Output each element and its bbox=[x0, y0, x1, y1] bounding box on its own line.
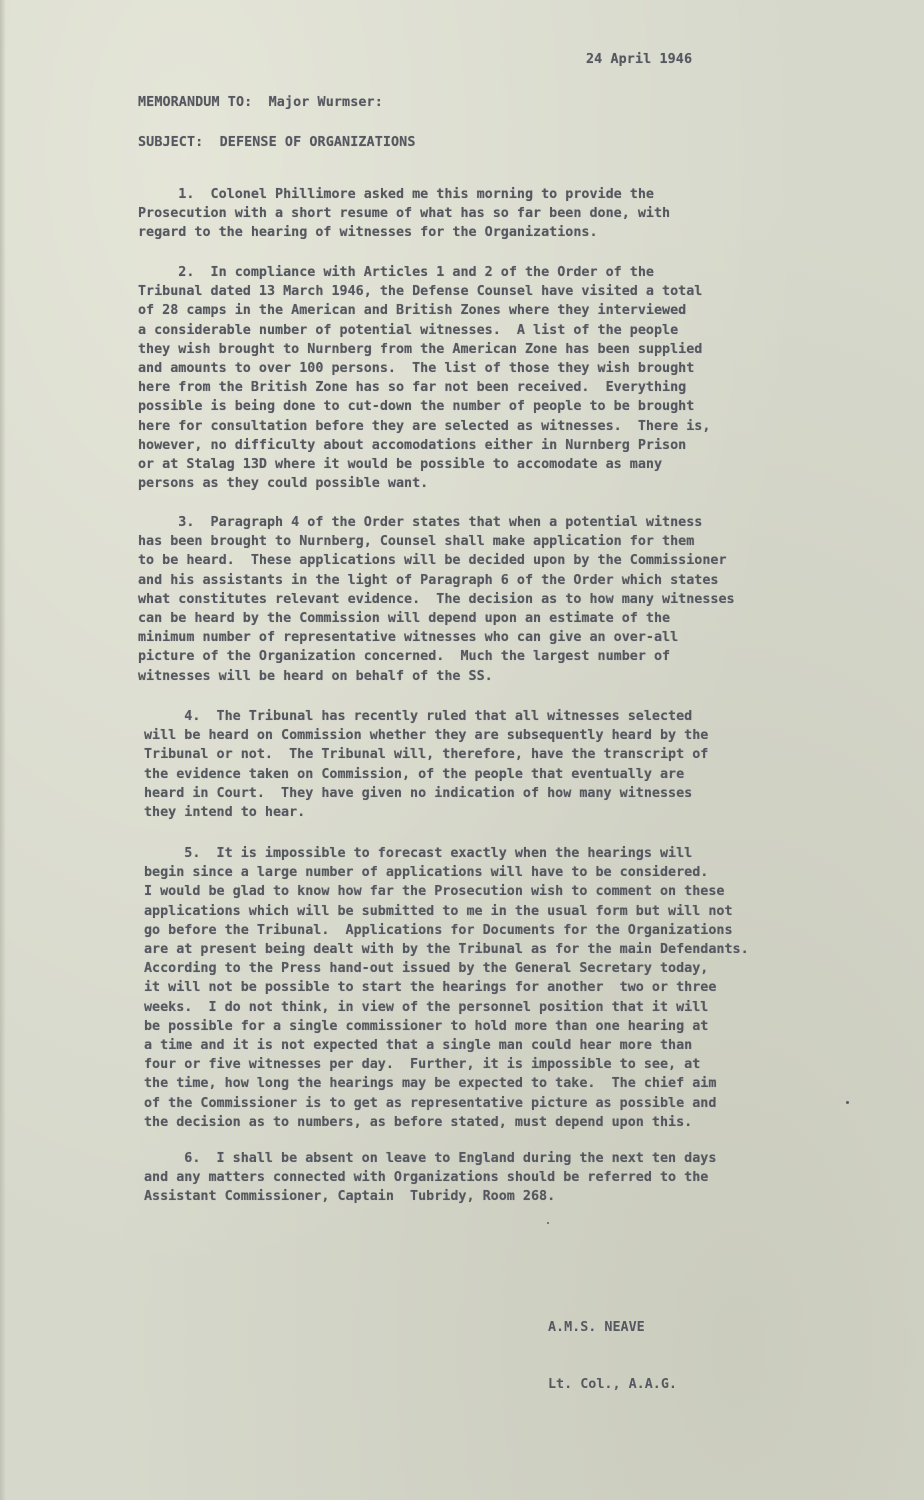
paragraph-line: can be heard by the Commission will depend upon an estimate of the bbox=[138, 611, 671, 627]
paragraph-2 bbox=[138, 263, 710, 493]
paragraph-1 bbox=[138, 185, 670, 243]
paragraph-line: a considerable number of potential witnesses. A list of the people bbox=[138, 322, 679, 338]
paragraph-line: will be heard on Commission whether they are subsequently heard by the bbox=[144, 728, 709, 744]
stray-ink-dot bbox=[846, 1101, 849, 1104]
paragraph-4 bbox=[144, 707, 708, 822]
paragraph-line: and any matters connected with Organizations should be referred to the bbox=[144, 1170, 709, 1186]
paragraph-line: persons as they could possible want. bbox=[138, 476, 429, 492]
paragraph-line: regard to the hearing of witnesses for the Organizations. bbox=[138, 225, 598, 241]
paragraph-line: of 28 camps in the American and British Zones where they interviewed bbox=[138, 303, 687, 319]
paragraph-line: here for consultation before they are selected as witnesses. There is, bbox=[138, 418, 711, 434]
paragraph-line: the time, how long the hearings may be expected to take. The chief aim bbox=[144, 1076, 717, 1092]
paragraph-line: According to the Press hand-out issued by the General Secretary today, bbox=[144, 961, 709, 977]
paragraph-line: has been brought to Nurnberg, Counsel shall make application for them bbox=[138, 534, 695, 550]
paragraph-line: applications which will be submitted to me in the usual form but will not bbox=[144, 903, 733, 919]
paragraph-line: are at present being dealt with by the Tribunal as for the main Defendants. bbox=[144, 942, 749, 958]
paragraph-line: however, no difficulty about accomodations either in Nurnberg Prison bbox=[138, 437, 687, 453]
paragraph-line: 6. I shall be absent on leave to England during the next ten days bbox=[144, 1151, 717, 1166]
paragraph-line: begin since a large number of applications will have to be considered. bbox=[144, 865, 709, 881]
signature-block bbox=[548, 1280, 677, 1432]
stray-ink-dot bbox=[547, 1222, 549, 1224]
memo-recipient: MEMORANDUM TO: Major Wurmser: bbox=[138, 95, 383, 110]
paragraph-line: Assistant Commissioner, Captain Tubridy, Room 268. bbox=[144, 1189, 556, 1205]
paragraph-line: 3. Paragraph 4 of the Order states that when a potential witness bbox=[138, 515, 703, 530]
paragraph-line: Tribunal dated 13 March 1946, the Defense Counsel have visited a total bbox=[138, 284, 703, 300]
paragraph-line: it will not be possible to start the hearings for another two or three bbox=[144, 980, 717, 996]
paragraph-line: what constitutes relevant evidence. The decision as to how many witnesses bbox=[138, 591, 735, 607]
paragraph-line: the decision as to numbers, as before stated, must depend upon this. bbox=[144, 1114, 693, 1130]
paragraph-line: they wish brought to Nurnberg from the American Zone has been supplied bbox=[138, 341, 703, 357]
paragraph-line: 2. In compliance with Articles 1 and 2 of the Order of the bbox=[138, 265, 654, 280]
memo-date: 24 April 1946 bbox=[586, 52, 693, 67]
paragraph-line: possible is being done to cut-down the number of people to be brought bbox=[138, 399, 695, 415]
paragraph-line: 4. The Tribunal has recently ruled that all witnesses selected bbox=[144, 709, 693, 724]
paragraph-line: the evidence taken on Commission, of the people that eventually are bbox=[144, 766, 685, 782]
signature-name: A.M.S. NEAVE bbox=[548, 1320, 645, 1335]
paragraph-line: they intend to hear. bbox=[144, 805, 306, 821]
paragraph-line: 1. Colonel Phillimore asked me this morning to provide the bbox=[138, 187, 654, 202]
paragraph-line: four or five witnesses per day. Further, it is impossible to see, at bbox=[144, 1057, 701, 1073]
paragraph-line: Prosecution with a short resume of what has so far been done, with bbox=[138, 206, 671, 222]
paragraph-6 bbox=[144, 1149, 716, 1207]
paragraph-line: to be heard. These applications will be decided upon by the Commissioner bbox=[138, 553, 727, 569]
paragraph-line: be possible for a single commissioner to hold more than one hearing at bbox=[144, 1018, 709, 1034]
paragraph-line: minimum number of representative witnesses who can give an over-all bbox=[138, 630, 679, 646]
paragraph-line: and amounts to over 100 persons. The list of those they wish brought bbox=[138, 361, 695, 377]
paragraph-line: and his assistants in the light of Paragraph 6 of the Order which states bbox=[138, 572, 719, 588]
paragraph-line: of the Commissioner is to get as representative picture as possible and bbox=[144, 1095, 717, 1111]
paragraph-5 bbox=[144, 844, 749, 1132]
paragraph-line: Tribunal or not. The Tribunal will, therefore, have the transcript of bbox=[144, 747, 709, 763]
paragraph-3 bbox=[138, 513, 735, 686]
paragraph-line: weeks. I do not think, in view of the personnel position that it will bbox=[144, 999, 709, 1015]
signature-title: Lt. Col., A.A.G. bbox=[548, 1377, 677, 1392]
paragraph-line: here from the British Zone has so far not been received. Everything bbox=[138, 380, 687, 396]
paragraph-line: a time and it is not expected that a single man could hear more than bbox=[144, 1038, 693, 1054]
paragraph-line: I would be glad to know how far the Prosecution wish to comment on these bbox=[144, 884, 725, 900]
paragraph-line: or at Stalag 13D where it would be possible to accomodate as many bbox=[138, 457, 663, 473]
paragraph-line: witnesses will be heard on behalf of the SS. bbox=[138, 668, 493, 684]
paragraph-line: picture of the Organization concerned. Much the largest number of bbox=[138, 649, 671, 665]
paragraph-line: 5. It is impossible to forecast exactly when the hearings will bbox=[144, 846, 693, 861]
paragraph-line: go before the Tribunal. Applications for Documents for the Organizations bbox=[144, 922, 733, 938]
page-edge-shadow bbox=[0, 0, 6, 1500]
paragraph-line: heard in Court. They have given no indication of how many witnesses bbox=[144, 785, 693, 801]
memo-subject: SUBJECT: DEFENSE OF ORGANIZATIONS bbox=[138, 135, 416, 150]
